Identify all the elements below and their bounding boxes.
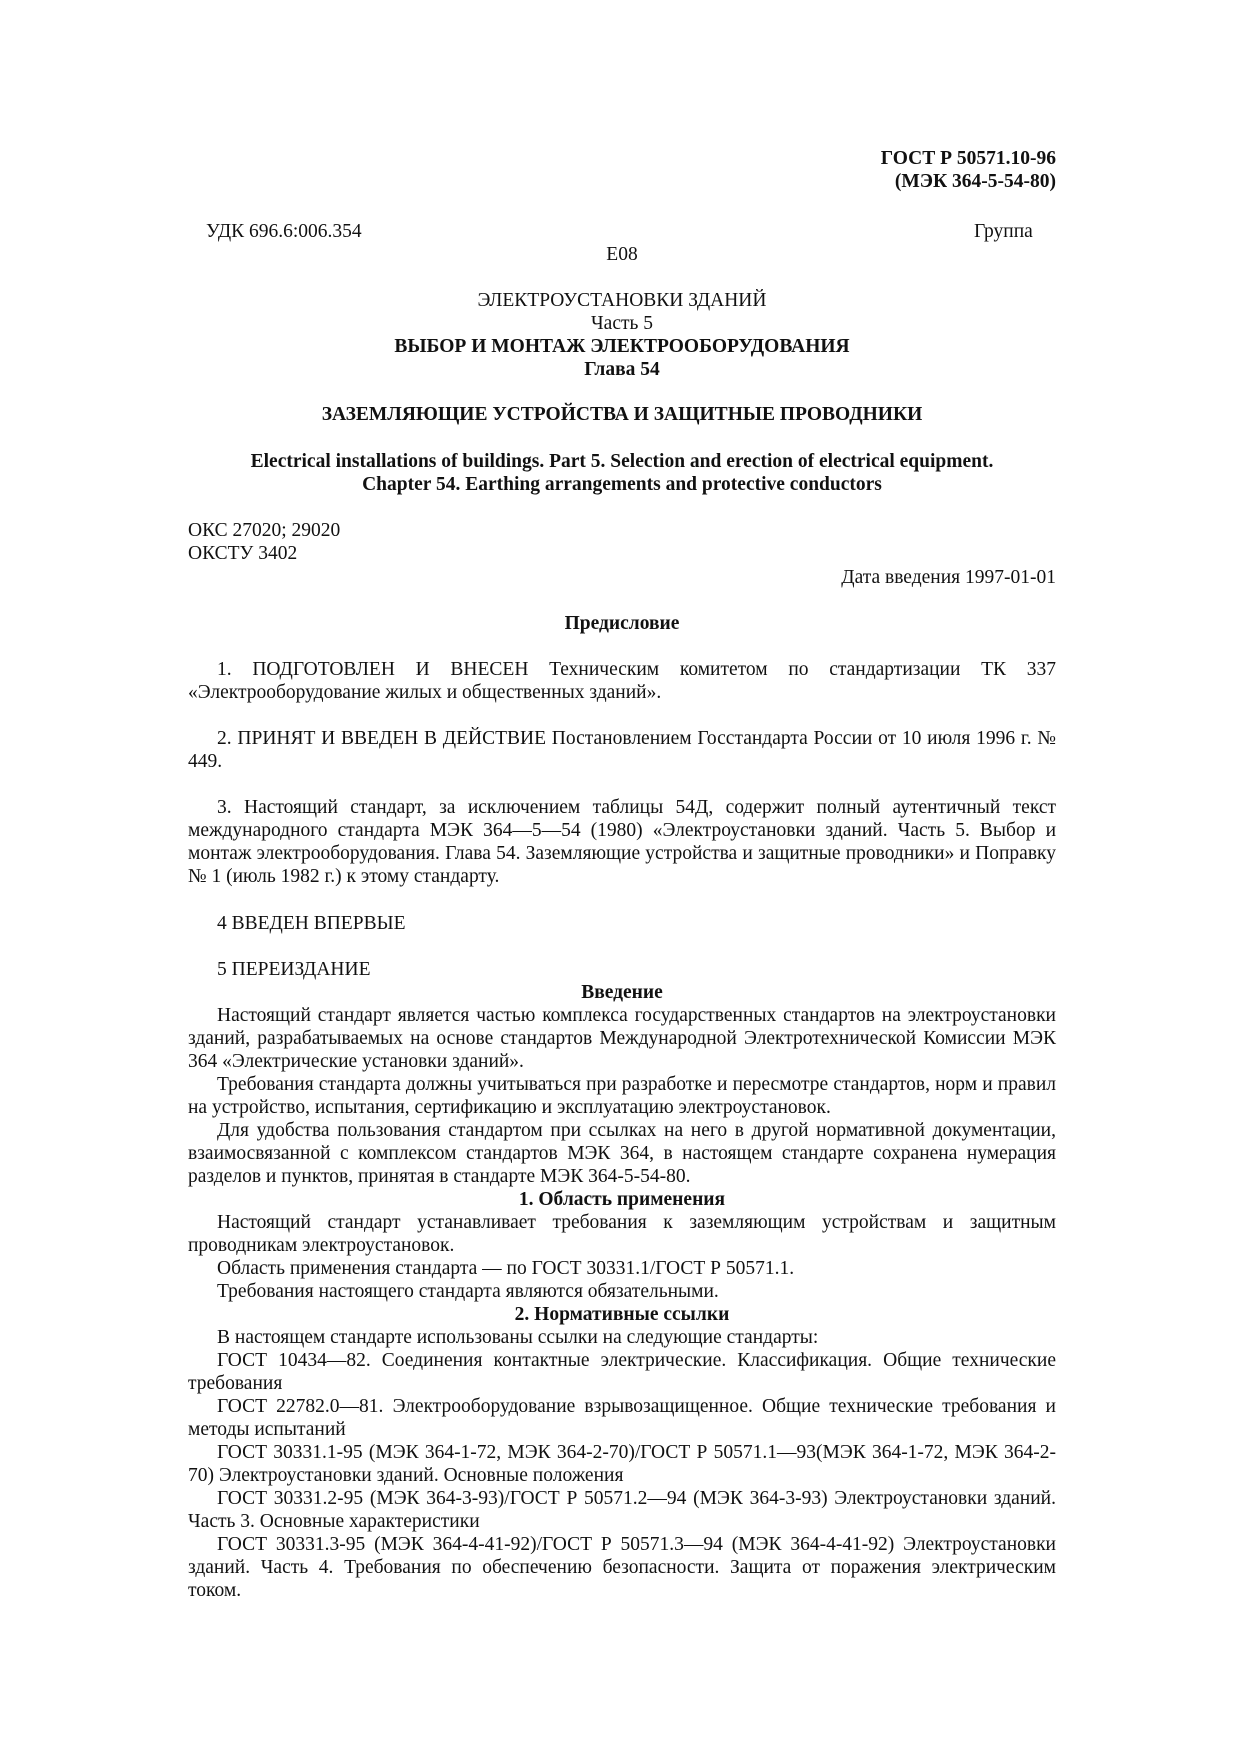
main-title: ЗАЗЕМЛЯЮЩИЕ УСТРОЙСТВА И ЗАЩИТНЫЕ ПРОВОДНИКИ [321,404,923,425]
section-1-heading: 1. Область применения [518,1189,726,1210]
foreword-item-2: 2. ПРИНЯТ И ВВЕДЕН В ДЕЙСТВИЕ Постановлением Госстандарта России от 10 июля 1996 г. № 449. [188,728,1056,772]
group-code: Е08 [606,244,638,265]
section-2-paragraph-1: В настоящем стандарте использованы ссылки на следующие стандарты: [217,1327,819,1348]
classification-codes [188,519,1056,565]
group-label: Группа [974,221,1033,242]
introduction-paragraph-1: Настоящий стандарт является частью комплекса государственных стандартов на электроустановки зданий, разрабатываемых на основе стандартов Международной Электротехнической Комиссии МЭК 364 «Электрические установки зданий». [188,1005,1056,1072]
title-block [188,289,1056,381]
introduction-paragraph-2: Требования стандарта должны учитываться при разработке и пересмотре стандартов, норм и правил на устройство, испытания, сертификацию и эксплуатацию электроустановок. [188,1074,1056,1118]
title-line-3: ВЫБОР И МОНТАЖ ЭЛЕКТРООБОРУДОВАНИЯ [394,336,850,357]
section-2-heading: 2. Нормативные ссылки [514,1304,730,1325]
foreword-item-1: 1. ПОДГОТОВЛЕН И ВНЕСЕН Техническим комитетом по стандартизации ТК 337 «Электрооборудование жилых и общественных зданий». [188,659,1056,703]
udk-code: УДК 696.6:006.354 [206,221,362,242]
reference-1: ГОСТ 10434—82. Соединения контактные электрические. Классификация. Общие технические требования [188,1350,1056,1394]
title-line-4: Глава 54 [584,359,660,380]
gost-designation [188,147,1056,193]
introduction-heading: Введение [581,982,663,1003]
reference-2: ГОСТ 22782.0—81. Электрооборудование взрывозащищенное. Общие технические требования и методы испытаний [188,1396,1056,1440]
foreword-item-4: 4 ВВЕДЕН ВПЕРВЫЕ [217,913,406,934]
english-title [188,450,1056,496]
introduction-paragraph-3: Для удобства пользования стандартом при ссылках на него в другой нормативной документации, взаимосвязанной с комплексом стандартов МЭК 364, в настоящем стандарте сохранена нумерация разделов и пунктов, принятая в стандарте МЭК 364-5-54-80. [188,1120,1056,1187]
introduction-date: Дата введения 1997-01-01 [841,567,1056,588]
reference-4: ГОСТ 30331.2-95 (МЭК 364-3-93)/ГОСТ Р 50571.2—94 (МЭК 364-3-93) Электроустановки зданий. Часть 3. Основные характеристики [188,1488,1056,1532]
foreword-item-5: 5 ПЕРЕИЗДАНИЕ [217,959,371,980]
iec-number: (МЭК 364-5-54-80) [894,171,1056,192]
english-title-line-2: Chapter 54. Earthing arrangements and protective conductors [362,474,882,495]
reference-5: ГОСТ 30331.3-95 (МЭК 364-4-41-92)/ГОСТ Р 50571.3—94 (МЭК 364-4-41-92) Электроустановки зданий. Часть 4. Требования по обеспечению безопасности. Защита от поражения электрическим током. [188,1534,1056,1601]
section-1-paragraph-2: Область применения стандарта — по ГОСТ 30331.1/ГОСТ Р 50571.1. [217,1258,795,1279]
section-1-paragraph-3: Требования настоящего стандарта являются обязательными. [217,1281,719,1302]
english-title-line-1: Electrical installations of buildings. Part 5. Selection and erection of electrical equipment. [250,451,994,472]
oks-code: ОКС 27020; 29020 [188,520,341,541]
foreword-item-3: 3. Настоящий стандарт, за исключением таблицы 54Д, содержит полный аутентичный текст международного стандарта МЭК 364—5—54 (1980) «Электроустановки зданий. Часть 5. Выбор и монтаж электрооборудования. Глава 54. Заземляющие устройства и защитные проводники» и Поправку № 1 (июль 1982 г.) к этому стандарту. [188,797,1056,887]
title-line-1: ЭЛЕКТРОУСТАНОВКИ ЗДАНИЙ [477,290,767,311]
okstu-code: ОКСТУ 3402 [188,543,298,564]
title-line-2: Часть 5 [590,313,654,334]
foreword-heading: Предисловие [564,613,680,634]
gost-number: ГОСТ Р 50571.10-96 [880,148,1056,169]
reference-3: ГОСТ 30331.1-95 (МЭК 364-1-72, МЭК 364-2-70)/ГОСТ Р 50571.1—93(МЭК 364-1-72, МЭК 364-2-70) Электроустановки зданий. Основные положения [188,1442,1056,1486]
section-1-paragraph-1: Настоящий стандарт устанавливает требования к заземляющим устройствам и защитным проводникам электроустановок. [188,1212,1056,1256]
